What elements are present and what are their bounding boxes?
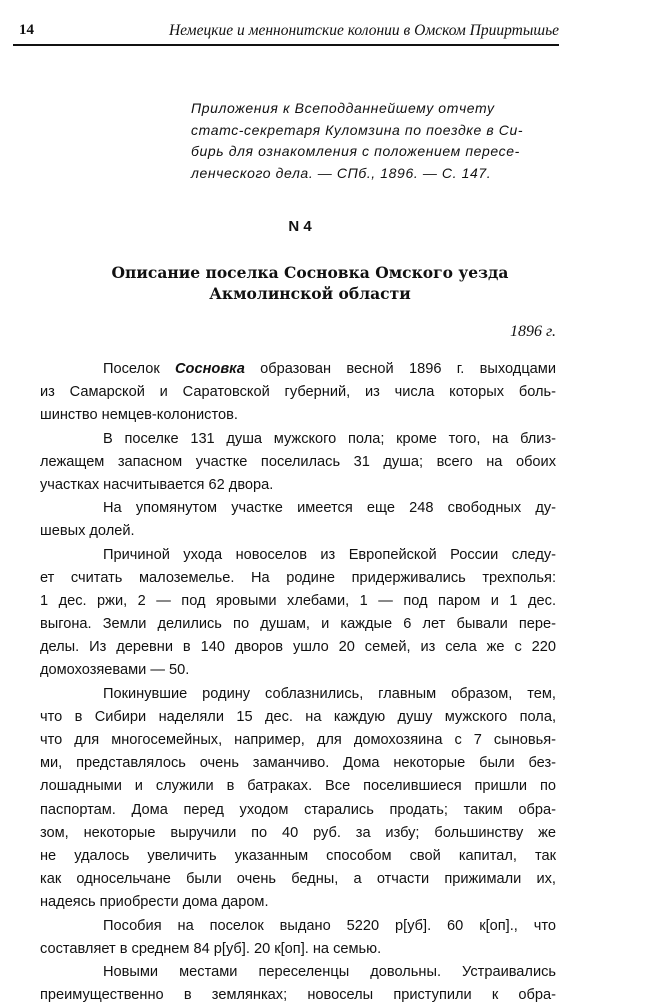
body-text	[40, 358, 556, 1007]
body-line: Пособия на поселок выдано 5220 р[уб]. 60 к[оп]., что	[103, 917, 556, 934]
body-line: Покинувшие родину соблазнились, главным образом, тем,	[103, 685, 556, 702]
body-line: Новыми местами переселенцы довольны. Устраивались	[103, 963, 556, 980]
source-note-line: ленческого дела. — СПб., 1896. — С. 147.	[191, 164, 492, 181]
body-line: 1 дес. ржи, 2 — под яровыми хлебами, 1 — под паром и 1 дес.	[40, 592, 556, 609]
body-line: как односельчане были очень бедны, а отчасти прижимали их,	[40, 871, 556, 888]
body-line: что для многосемейных, например, для домохозяина с 7 сыновья-	[40, 732, 556, 748]
body-line: домохозяевами — 50.	[40, 662, 190, 679]
body-line: выгона. Земли делились по душам, и каждые 6 лет бывали пере-	[40, 616, 556, 633]
page-number: 14	[19, 22, 34, 38]
body-line: паспортам. Дома перед уходом старались продать; таким обра-	[40, 801, 556, 818]
body-line: ми, представлялось очень заманчиво. Дома некоторые были без-	[40, 755, 556, 772]
body-line: не удалось увеличить указанным способом свой капитал, так	[40, 847, 556, 864]
body-line	[40, 358, 556, 381]
body-line-text: Поселок	[103, 361, 176, 377]
running-title: Немецкие и меннонитские колонии в Омском Прииртышье	[168, 22, 559, 39]
body-line: надеясь приобрести дома даром.	[40, 894, 269, 911]
source-note-line: Приложения к Всеподданнейшему отчету	[191, 100, 495, 116]
body-line: зом, некоторые выручили по 40 руб. за избу; большинству же	[40, 824, 556, 841]
body-line: шевых долей.	[40, 523, 135, 540]
page-header	[13, 22, 559, 44]
village-name: Сосновка	[175, 361, 245, 377]
body-line: делы. Из деревни в 140 дворов ушло 20 семей, из села же с 220	[40, 639, 556, 656]
document-title-line: Описание поселка Сосновка Омского уезда	[111, 263, 509, 282]
body-line-text: образован весной 1896 г. выходцами	[244, 361, 556, 377]
body-line: составляет в среднем 84 р[уб]. 20 к[оп]. на семью.	[40, 940, 382, 957]
document-title-line: Акмолинской области	[209, 284, 411, 303]
document-number: N 4	[288, 218, 312, 235]
body-line: участках насчитывается 62 двора.	[40, 476, 274, 493]
body-line: Причиной ухода новоселов из Европейской России следу-	[103, 546, 556, 563]
body-line: лежащем запасном участке поселилась 31 душа; всего на обоих	[40, 453, 556, 470]
source-note-line: бирь для ознакомления с положением пересе-	[191, 143, 520, 159]
body-line: В поселке 131 душа мужского пола; кроме того, на близ-	[103, 430, 556, 447]
source-note	[191, 98, 556, 184]
body-line: преимущественно в землянках; новоселы приступили к обра-	[40, 987, 556, 1004]
body-line: шинство немцев-колонистов.	[40, 407, 238, 424]
body-line: из Самарской и Саратовской губерний, из числа которых боль-	[40, 384, 556, 401]
body-line: лошадными и служили в батраках. Все поселившиеся пришли по	[40, 778, 556, 795]
document-title	[60, 262, 560, 304]
source-note-line: статс-секретаря Куломзина по поездке в Си-	[191, 121, 524, 138]
header-rule	[13, 44, 559, 46]
body-line: что в Сибири наделяли 15 дес. на каждую душу мужского пола,	[40, 708, 556, 725]
body-line: На упомянутом участке имеется еще 248 свободных ду-	[103, 500, 556, 517]
document-date: 1896 г.	[509, 323, 556, 340]
body-line: ет считать малоземелье. На родине придерживались трехполья:	[40, 569, 556, 586]
